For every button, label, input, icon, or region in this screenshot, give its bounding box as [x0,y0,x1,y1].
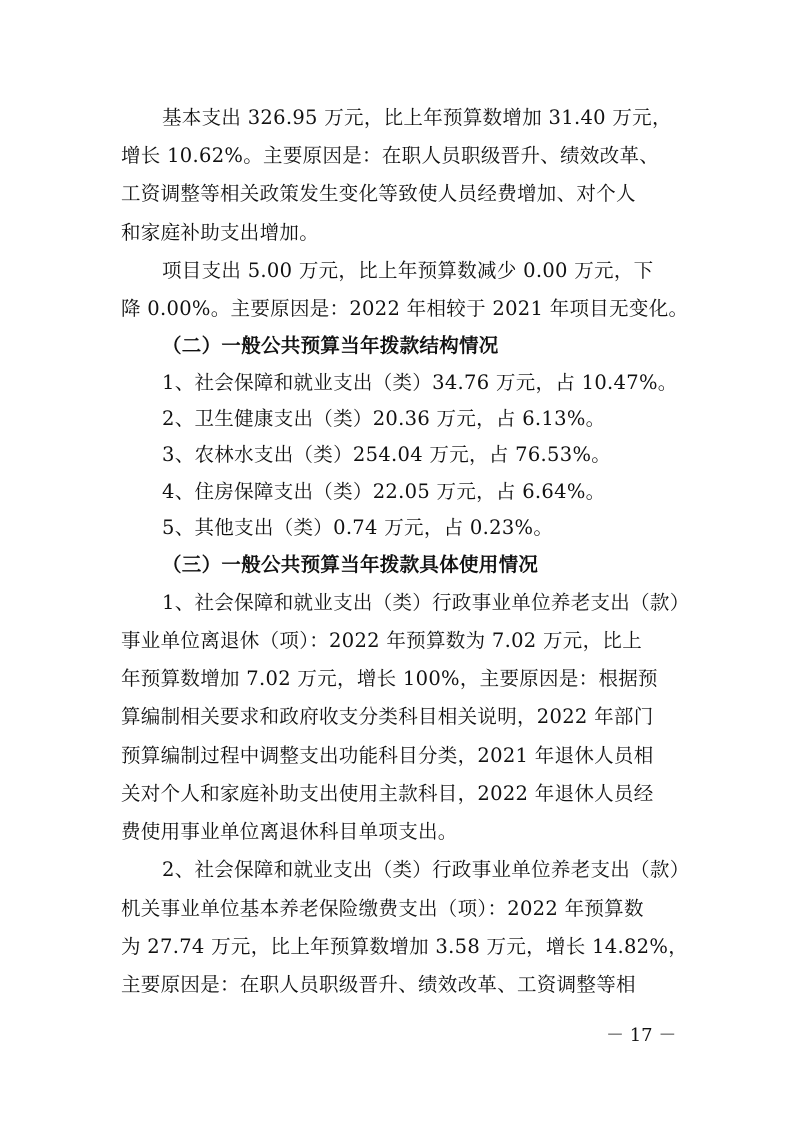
page-number: － 17 － [606,1025,677,1046]
body-line: 关对个人和家庭补助支出使用主款科目，2022 年退休人员经 [121,782,654,805]
body-line: 年预算数增加 7.02 万元，增长 100%，主要原因是：根据预 [121,667,658,690]
section-heading: （二）一般公共预算当年拨款结构情况 [162,334,499,357]
body-line: 机关事业单位基本养老保险缴费支出（项）：2022 年预算数 [121,897,644,920]
body-line: 算编制相关要求和政府收支分类科目相关说明，2022 年部门 [121,705,654,728]
section-heading: （三）一般公共预算当年拨款具体使用情况 [162,553,539,576]
list-item: 1、社会保障和就业支出（类）34.76 万元，占 10.47%。 [162,371,678,394]
list-item: 3、农林水支出（类）254.04 万元，占 76.53%。 [162,443,612,466]
body-line: 为 27.74 万元，比上年预算数增加 3.58 万元，增长 14.82%， [121,935,688,958]
body-line: 降 0.00%。主要原因是：2022 年相较于 2021 年项目无变化。 [121,297,689,320]
body-line: 事业单位离退休（项）：2022 年预算数为 7.02 万元，比上 [121,629,642,652]
list-item: 2、卫生健康支出（类）20.36 万元，占 6.13%。 [162,407,606,430]
body-line: 主要原因是：在职人员职级晋升、绩效改革、工资调整等相 [121,973,636,996]
list-item: 4、住房保障支出（类）22.05 万元，占 6.64%。 [162,480,606,503]
list-item: 5、其他支出（类）0.74 万元，占 0.23%。 [162,516,554,539]
body-line: 2、社会保障和就业支出（类）行政事业单位养老支出（款） [162,858,690,881]
body-line: 和家庭补助支出增加。 [121,221,320,244]
body-line: 增长 10.62%。主要原因是：在职人员职级晋升、绩效改革、 [121,144,660,167]
body-line: 费使用事业单位离退休科目单项支出。 [121,820,458,843]
body-line: 项目支出 5.00 万元，比上年预算数减少 0.00 万元，下 [162,259,654,282]
body-line: 预算编制过程中调整支出功能科目分类，2021 年退休人员相 [121,744,654,767]
body-line: 1、社会保障和就业支出（类）行政事业单位养老支出（款） [162,591,690,614]
body-line: 基本支出 326.95 万元，比上年预算数增加 31.40 万元， [162,106,672,129]
body-line: 工资调整等相关政策发生变化等致使人员经费增加、对个人 [121,182,636,205]
